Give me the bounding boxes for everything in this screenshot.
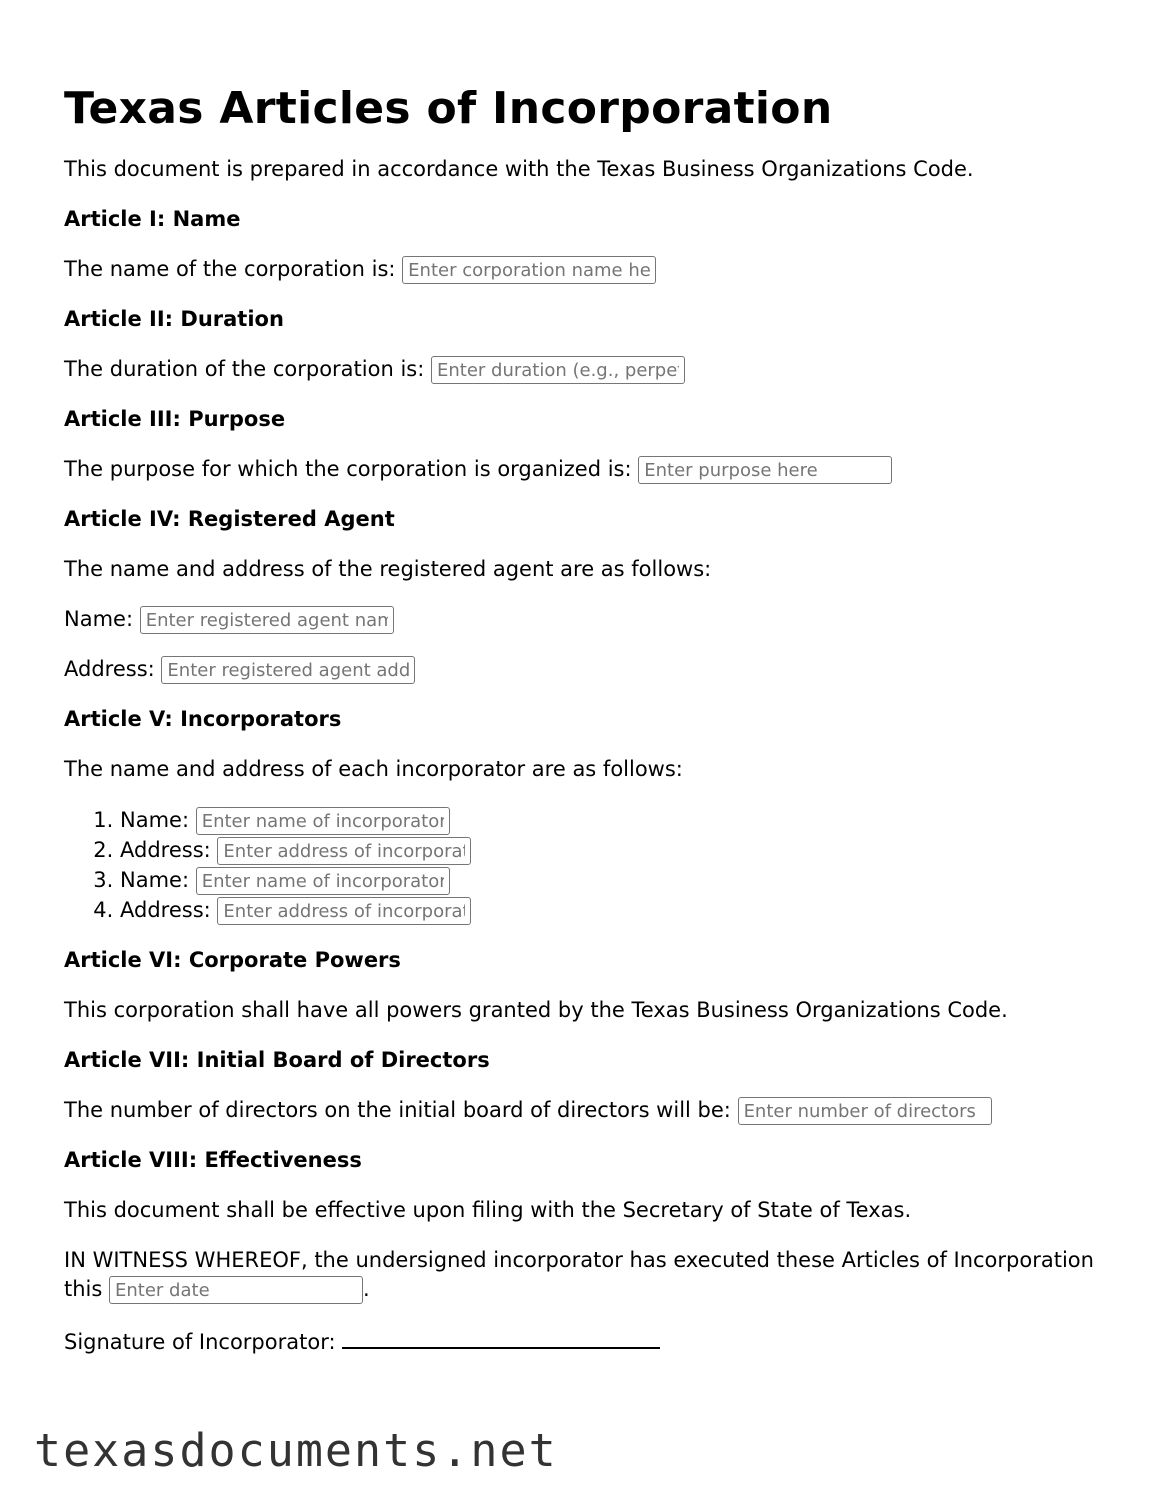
intro-text: This document is prepared in accordance with the Texas Business Organizations Code. <box>64 157 974 181</box>
purpose-input[interactable] <box>638 456 892 484</box>
registered-agent-name-row <box>64 605 1124 634</box>
article-4-heading: Article IV: Registered Agent <box>64 507 395 531</box>
article-1-paragraph <box>64 255 1124 284</box>
article-6-heading: Article VI: Corporate Powers <box>64 948 401 972</box>
article-2-text: The duration of the corporation is: <box>64 357 425 381</box>
registered-agent-address-input[interactable] <box>161 656 415 684</box>
article-3-heading: Article III: Purpose <box>64 407 286 431</box>
article-1-text: The name of the corporation is: <box>64 257 396 281</box>
article-7-text: The number of directors on the initial board of directors will be: <box>64 1098 731 1122</box>
article-8-heading: Article VIII: Effectiveness <box>64 1148 362 1172</box>
article-2-paragraph <box>64 355 1124 384</box>
incorporator-2-address-label: Address: <box>120 898 211 922</box>
article-3-text: The purpose for which the corporation is organized is: <box>64 457 632 481</box>
signature-line <box>342 1325 660 1349</box>
article-2-heading: Article II: Duration <box>64 307 284 331</box>
list-item <box>120 895 1124 925</box>
article-8-text: This document shall be effective upon filing with the Secretary of State of Texas. <box>64 1198 912 1222</box>
incorporator-1-name-input[interactable] <box>196 807 450 835</box>
page-title: Texas Articles of Incorporation <box>64 83 833 134</box>
incorporator-2-address-input[interactable] <box>217 897 471 925</box>
list-item <box>120 835 1124 865</box>
article-3-paragraph <box>64 455 1124 484</box>
document-body <box>64 80 1124 1378</box>
signature-label: Signature of Incorporator: <box>64 1330 336 1354</box>
list-item <box>120 865 1124 895</box>
corporation-name-input[interactable] <box>402 256 656 284</box>
article-1-heading: Article I: Name <box>64 207 241 231</box>
article-4-text: The name and address of the registered agent are as follows: <box>64 557 712 581</box>
registered-agent-address-label: Address: <box>64 657 155 681</box>
incorporator-1-name-label: Name: <box>120 808 190 832</box>
witness-end: . <box>363 1277 370 1301</box>
watermark: texasdocuments.net <box>34 1424 558 1477</box>
incorporators-list <box>64 805 1124 925</box>
registered-agent-name-input[interactable] <box>140 606 394 634</box>
signature-row <box>64 1325 1124 1357</box>
incorporator-1-address-input[interactable] <box>217 837 471 865</box>
registered-agent-name-label: Name: <box>64 607 134 631</box>
article-5-heading: Article V: Incorporators <box>64 707 342 731</box>
article-7-paragraph <box>64 1096 1124 1125</box>
article-7-heading: Article VII: Initial Board of Directors <box>64 1048 490 1072</box>
date-input[interactable] <box>109 1276 363 1304</box>
incorporator-2-name-label: Name: <box>120 868 190 892</box>
witness-paragraph <box>64 1246 1124 1304</box>
incorporator-2-name-input[interactable] <box>196 867 450 895</box>
article-5-text: The name and address of each incorporator are as follows: <box>64 757 683 781</box>
registered-agent-address-row <box>64 655 1124 684</box>
list-item <box>120 805 1124 835</box>
article-6-text: This corporation shall have all powers granted by the Texas Business Organizations Code. <box>64 998 1008 1022</box>
witness-text: IN WITNESS WHEREOF, the undersigned incorporator has executed these Articles of Incorporation this <box>64 1248 1094 1301</box>
number-of-directors-input[interactable] <box>738 1097 992 1125</box>
duration-input[interactable] <box>431 356 685 384</box>
incorporator-1-address-label: Address: <box>120 838 211 862</box>
